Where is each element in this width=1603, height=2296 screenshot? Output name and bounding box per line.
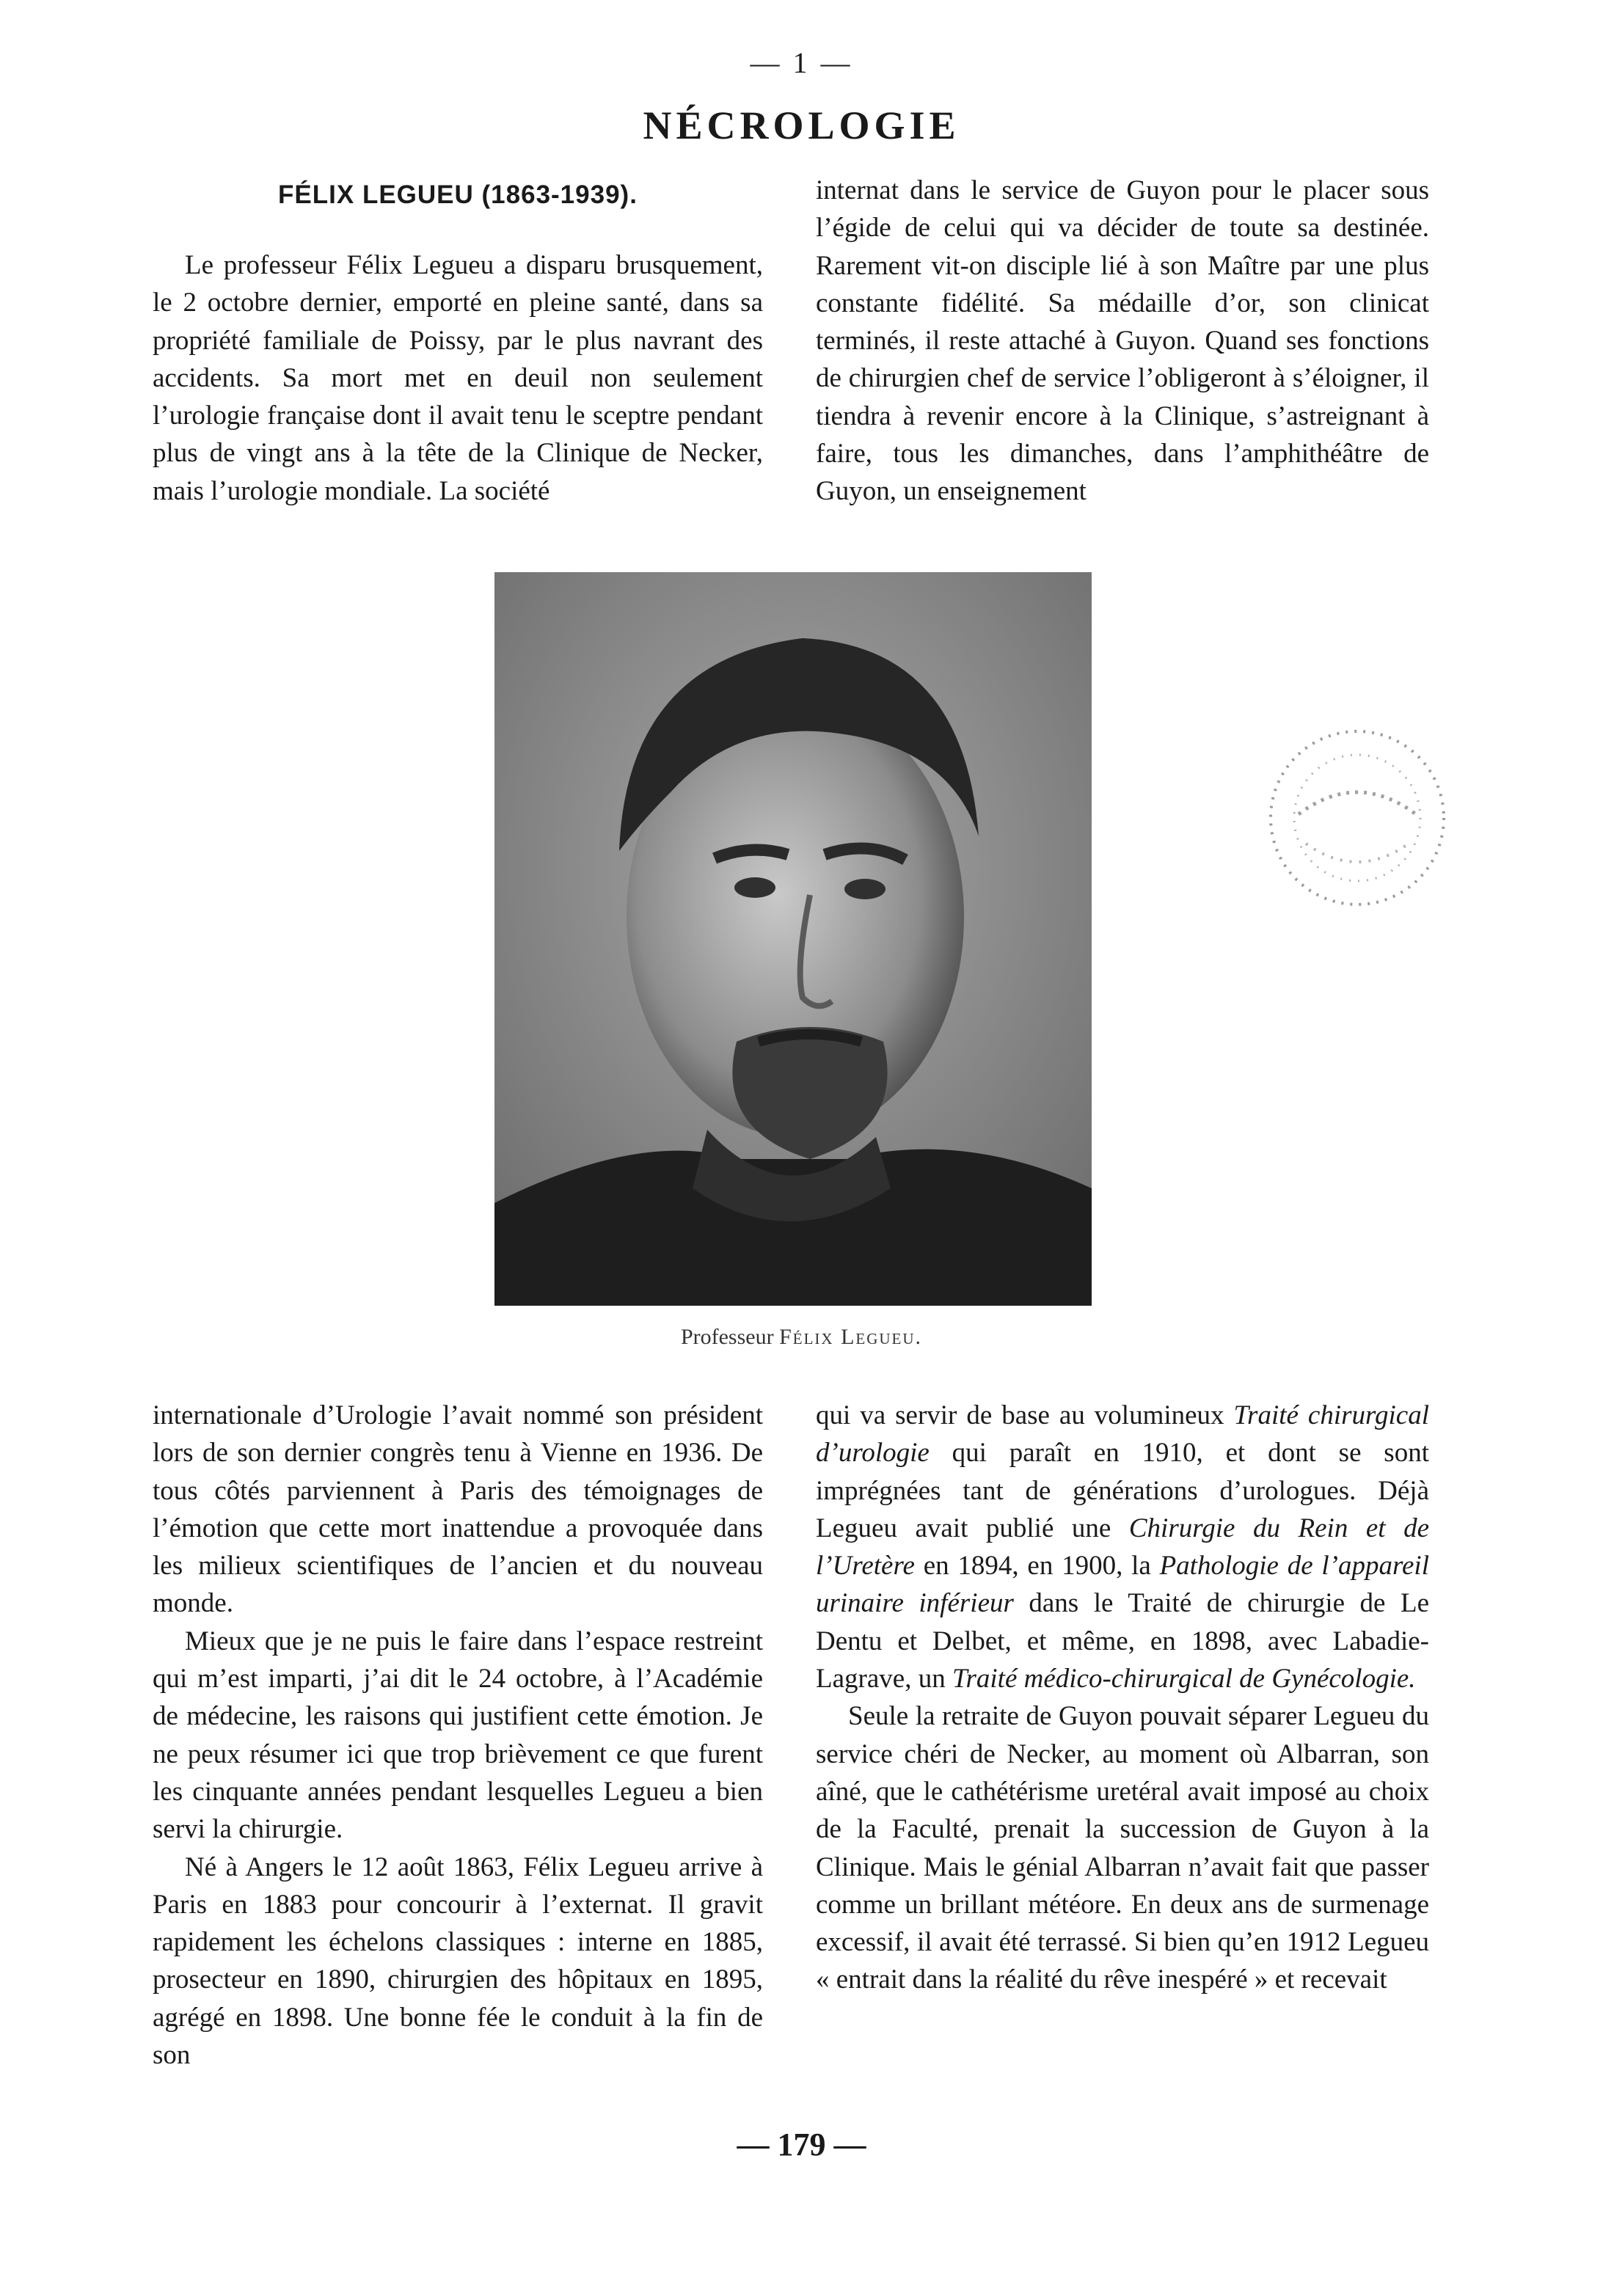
paragraph-publications: qui va servir de base au volumineux Traité chirurgical d’urologie qui paraît en 1910, et dont se sont imprégnées tant de générations d’urologues. Déjà Legueu avait publié une Chirurgie du Rein et de l’Uretère en 1894, en 1900, la Pathologie de l’appareil urinaire inférieur dans le Traité de chirurgie de Le Dentu et Delbet, et même, en 1898, avec Labadie-Lagrave, un Traité médico-chirurgical de Gynécologie. bbox=[816, 1400, 1430, 1694]
photo-caption bbox=[0, 1325, 1603, 1350]
paragraph-internat: internat dans le service de Guyon pour le placer sous l’égide de celui qui va décider de toute sa destinée. Rarement vit-on disciple lié à son Maître par une plus constante fidélité. Sa médaille d’or, son clinicat terminés, il reste attaché à Guyon. Quand ses fonctions de chirurgien chef de service l’obligeront à s’éloigner, il tiendra à revenir encore à la Clinique, s’astreignant à faire, tous les dimanches, dans l’amphithéâtre de Guyon, un enseignement bbox=[816, 175, 1429, 507]
caption-name: Félix Legueu. bbox=[779, 1325, 923, 1349]
paragraph-career: Né à Angers le 12 août 1863, Félix Legueu arrive à Paris en 1883 pour concourir à l’externat. Il gravit rapidement les échelons classiques : interne en 1885, prosecteur en 1890, chirurgien des hôpitaux en 1895, agrégé en 1898. Une bonne fée le conduit à la fin de son bbox=[153, 1851, 763, 2071]
section-title: NÉCROLOGIE bbox=[643, 103, 960, 147]
column-bottom-left bbox=[153, 1397, 763, 2074]
caption-prefix: Professeur bbox=[680, 1325, 780, 1349]
page-marker: — 1 — bbox=[750, 46, 853, 79]
portrait-image bbox=[494, 572, 1092, 1306]
paragraph-congress: internationale d’Urologie l’avait nommé son président lors de son dernier congrès tenu à Vienne en 1936. De tous côtés parviennent à Paris des témoignages de l’émotion que cette mort inattendue a provoquée dans les milieux scientifiques de l’ancien et du nouveau monde. bbox=[153, 1400, 763, 1619]
paragraph-succession: Seule la retraite de Guyon pouvait séparer Legueu du service chéri de Necker, au moment où Albarran, son aîné, que le cathétérisme uretéral avait imposé au choix de la Faculté, prenait la succession de Guyon à la Clinique. Mais le génial Albarran n’avait fait que passer comme un brillant météore. En deux ans de surmenage excessif, il avait été terrassé. Si bien qu’en 1912 Legueu « entrait dans la réalité du rêve inespéré » et recevait bbox=[816, 1701, 1429, 1995]
column-top-left bbox=[153, 246, 763, 510]
portrait-photo bbox=[494, 572, 1092, 1306]
page-number: — 179 — bbox=[737, 2127, 866, 2162]
column-top-right bbox=[816, 172, 1429, 511]
paragraph-intro: Le professeur Félix Legueu a disparu brusquement, le 2 octobre dernier, emporté en pleine santé, dans sa propriété familiale de Poissy, par le plus navrant des accidents. Sa mort met en deuil non seulement l’urologie française dont il avait tenu le sceptre pendant plus de vingt ans à la tête de la Clinique de Necker, mais l’urologie mondiale. La société bbox=[153, 250, 763, 506]
library-stamp bbox=[1247, 704, 1467, 932]
paragraph-academy: Mieux que je ne puis le faire dans l’espace restreint qui m’est imparti, j’ai dit le 24 octobre, à l’Académie de médecine, les raisons qui justifient cette émotion. Je ne peux résumer ici que trop brièvement ce que furent les cinquante années pendant lesquelles Legueu a bien servi la chirurgie. bbox=[153, 1626, 763, 1845]
column-bottom-right bbox=[816, 1397, 1429, 1999]
obituary-heading: FÉLIX LEGUEU (1863-1939). bbox=[278, 180, 638, 209]
